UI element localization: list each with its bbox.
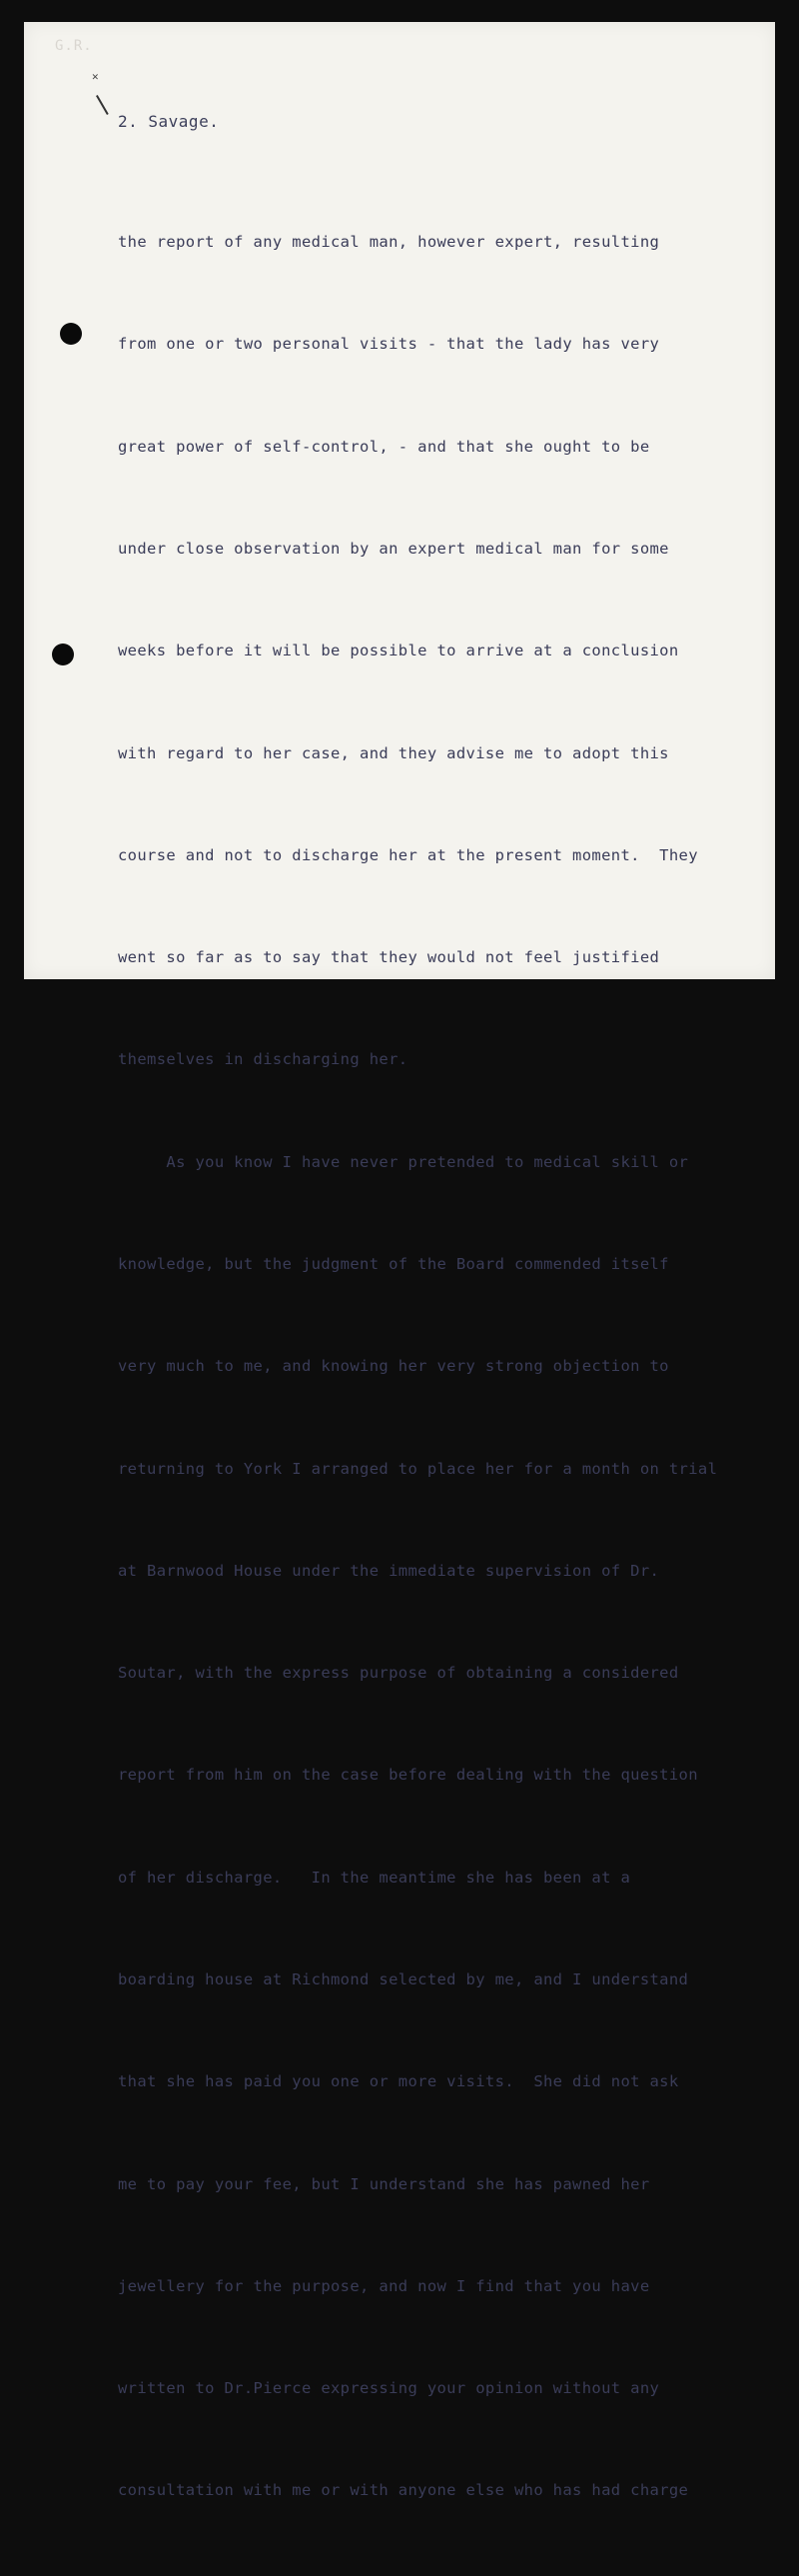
text-line: the report of any medical man, however expert, resulting xyxy=(118,233,660,252)
margin-mark-icon: ✕ xyxy=(92,70,99,83)
text-line: As you know I have never pretended to medical skill or xyxy=(118,1152,689,1171)
text-line: boarding house at Richmond selected by me, and I understand xyxy=(118,1969,689,1988)
text-line: of her discharge. In the meantime she has been at a xyxy=(118,1868,631,1887)
text-line: that she has paid you one or more visits. She did not ask xyxy=(118,2072,679,2091)
text-line: went so far as to say that they would not feel justified xyxy=(118,948,660,967)
text-line: report from him on the case before dealing with the question xyxy=(118,1766,698,1785)
page-heading: 2. Savage. xyxy=(118,112,220,131)
text-line: under close observation by an expert medical man for some xyxy=(118,540,669,559)
text-line: weeks before it will be possible to arrive at a conclusion xyxy=(118,642,679,660)
text-line: Soutar, with the express purpose of obtaining a considered xyxy=(118,1664,679,1683)
text-line: great power of self-control, - and that she ought to be xyxy=(118,437,650,456)
text-line: me to pay your fee, but I understand she has pawned her xyxy=(118,2174,650,2193)
text-line: with regard to her case, and they advise me to adopt this xyxy=(118,743,669,762)
text-line: written to Dr.Pierce expressing your opinion without any xyxy=(118,2379,660,2398)
corner-mark: G.R. xyxy=(55,38,93,54)
text-line: knowledge, but the judgment of the Board commended itself xyxy=(118,1255,669,1273)
text-line: very much to me, and knowing her very strong objection to xyxy=(118,1357,669,1376)
text-line: course and not to discharge her at the present moment. They xyxy=(118,845,698,864)
text-line: at Barnwood House under the immediate supervision of Dr. xyxy=(118,1561,660,1580)
text-line: themselves in discharging her. xyxy=(118,1050,408,1069)
punch-hole-icon xyxy=(52,644,74,665)
text-line: jewellery for the purpose, and now I find that you have xyxy=(118,2276,650,2295)
text-line: from one or two personal visits - that the lady has very xyxy=(118,335,660,354)
text-line: returning to York I arranged to place her for a month on trial xyxy=(118,1459,718,1478)
punch-hole-icon xyxy=(60,323,82,345)
text-line: consultation with me or with anyone else who has had charge xyxy=(118,2481,689,2500)
letter-body xyxy=(118,157,757,2576)
